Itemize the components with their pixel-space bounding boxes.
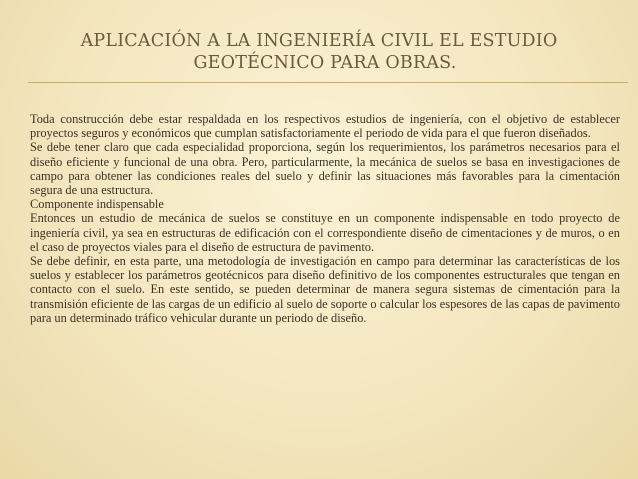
- slide-body: [30, 112, 620, 325]
- paragraph-specialties: Se debe tener claro que cada especialidad proporciona, según los requerimientos, los parámetros necesarios para el diseño eficiente y funcional de una obra. Pero, particularmente, la mecánica de suelos se basa en investigaciones de campo para obtener las condiciones reales del suelo y definir las situaciones más favorables para la cimentación segura de una estructura.: [30, 140, 620, 198]
- slide-title-line-2: GEOTÉCNICO PARA OBRAS.: [193, 53, 457, 73]
- paragraph-soil-study: Entonces un estudio de mecánica de suelos se constituye en un componente indispensable en todo proyecto de ingeniería civil, ya sea en estructuras de edificación con el correspondiente diseño de cimentaciones y de muros, o en el caso de proyectos viales para el diseño de estructura de pavimento.: [30, 211, 620, 254]
- paragraph-methodology: Se debe definir, en esta parte, una metodología de investigación en campo para determinar las características de los suelos y establecer los parámetros geotécnicos para diseño definitivo de los componentes estructurales que tengan en contacto con el suelo. En este sentido, se pueden determinar de manera segura sistemas de cimentación para la transmisión eficiente de las cargas de un edificio al suelo de soporte o calcular los espesores de las capas de pavimento para un determinado tráfico vehicular durante un periodo de diseño.: [30, 254, 620, 325]
- slide-title: [0, 30, 638, 74]
- title-divider: [28, 82, 628, 83]
- section-heading: Componente indispensable: [30, 197, 164, 212]
- paragraph-intro: Toda construcción debe estar respaldada en los respectivos estudios de ingeniería, con el objetivo de establecer proyectos seguros y económicos que cumplan satisfactoriamente el periodo de vida para el que fueron diseñados.: [30, 112, 620, 141]
- slide-title-line-1: APLICACIÓN A LA INGENIERÍA CIVIL EL ESTUDIO: [80, 31, 558, 51]
